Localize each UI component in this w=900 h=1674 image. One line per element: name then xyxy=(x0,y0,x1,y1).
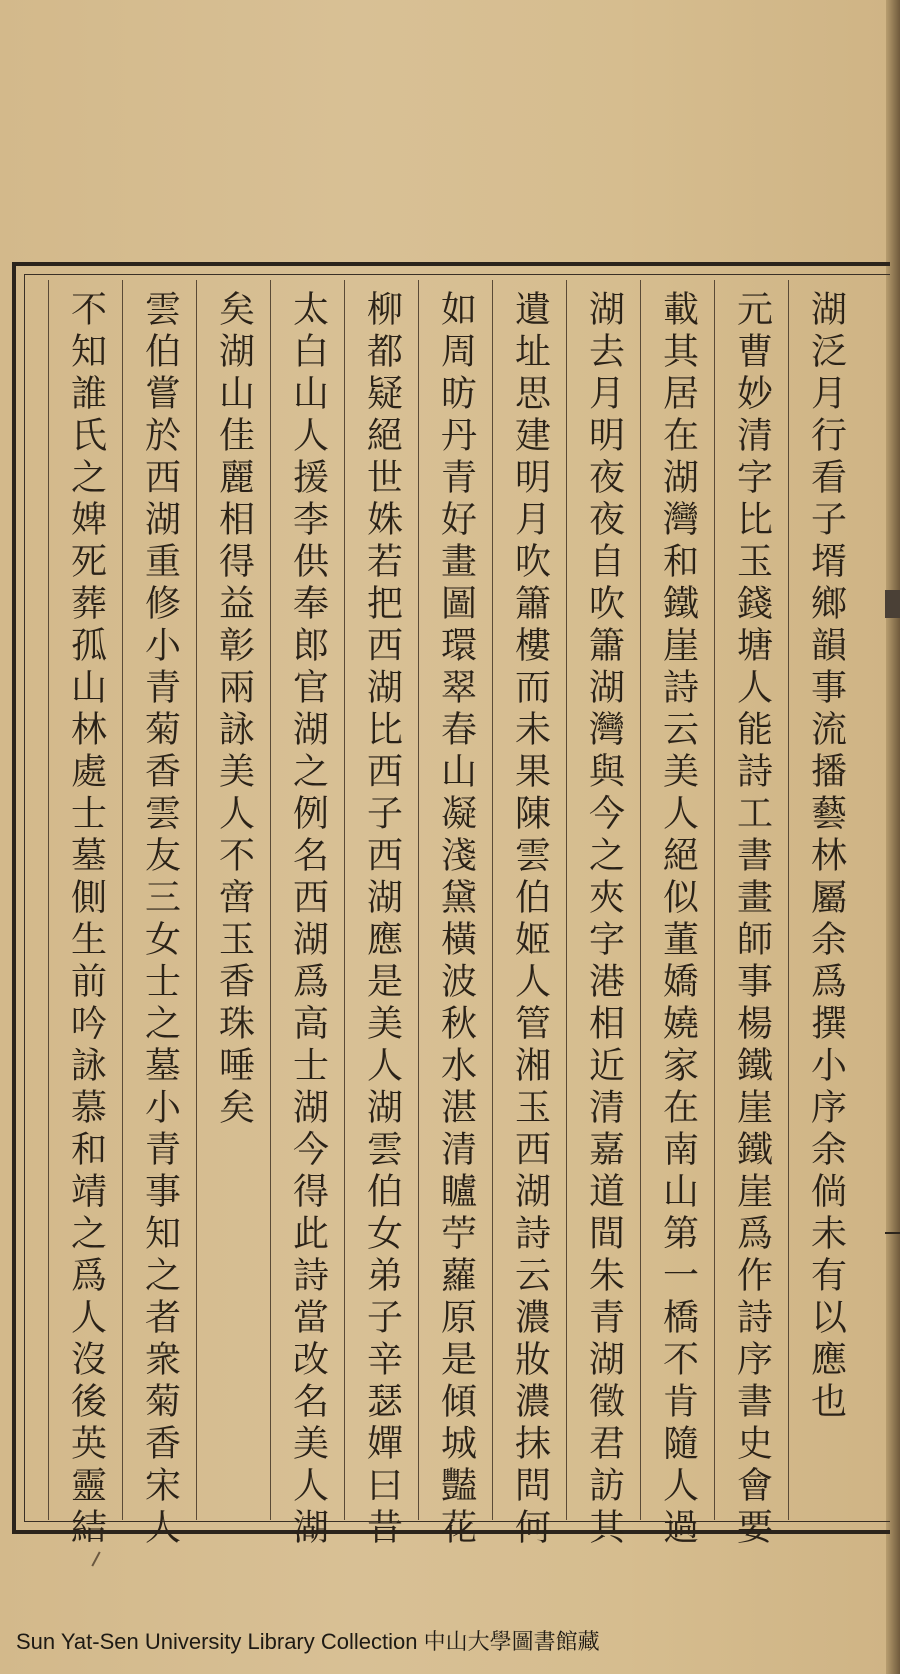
column-text: 如周昉丹青好畫圖環翠春山凝淺黛橫波秋水湛清矑苧蘿原是傾城豔花 xyxy=(435,290,477,1550)
text-column-2 xyxy=(714,280,788,1550)
column-text: 太白山人援李供奉郎官湖之例名西湖爲高士湖今得此詩當改名美人湖 xyxy=(287,290,329,1550)
column-text: 湖泛月行看子壻鄉韻事流播藝林屬余爲撰小序余倘未有以應也 xyxy=(805,290,847,1424)
text-column-6 xyxy=(418,280,492,1550)
column-text: 矣湖山佳麗相得益彰兩詠美人不啻玉香珠唾矣 xyxy=(213,290,255,1130)
text-column-8 xyxy=(270,280,344,1550)
text-column-5 xyxy=(492,280,566,1550)
column-text: 不知誰氏之婢死葬孤山林處士墓側生前吟詠慕和靖之爲人沒後英靈結 xyxy=(65,290,107,1550)
column-text: 遺址思建明月吹簫樓而未果陳雲伯姬人管湘玉西湖詩云濃妝濃抹問何 xyxy=(509,290,551,1550)
text-column-7 xyxy=(344,280,418,1550)
text-column-1 xyxy=(788,280,862,1520)
column-text: 柳都疑絕世姝若把西湖比西子西湖應是美人湖雲伯女弟子辛瑟嬋曰昔 xyxy=(361,290,403,1550)
column-text: 雲伯嘗於西湖重修小青菊香雲友三女士之墓小青事知之者衆菊香宋人 xyxy=(139,290,181,1550)
column-text: 載其居在湖灣和鐵崖詩云美人絕似董嬌嬈家在南山第一橋不肯隨人過 xyxy=(657,290,699,1550)
library-watermark: Sun Yat-Sen University Library Collection 中山大學圖書館藏 xyxy=(16,1629,600,1654)
column-text: 元曹妙清字比玉錢塘人能詩工書畫師事楊鐵崖鐵崖爲作詩序書史會要 xyxy=(731,290,773,1550)
text-column-10 xyxy=(122,280,196,1550)
text-column-11 xyxy=(48,280,122,1550)
text-column-9 xyxy=(196,280,270,1520)
text-column-4 xyxy=(566,280,640,1550)
text-column-3 xyxy=(640,280,714,1550)
column-text: 湖去月明夜夜自吹簫湖灣與今之夾字港相近清嘉道間朱青湖徵君訪其 xyxy=(583,290,625,1550)
